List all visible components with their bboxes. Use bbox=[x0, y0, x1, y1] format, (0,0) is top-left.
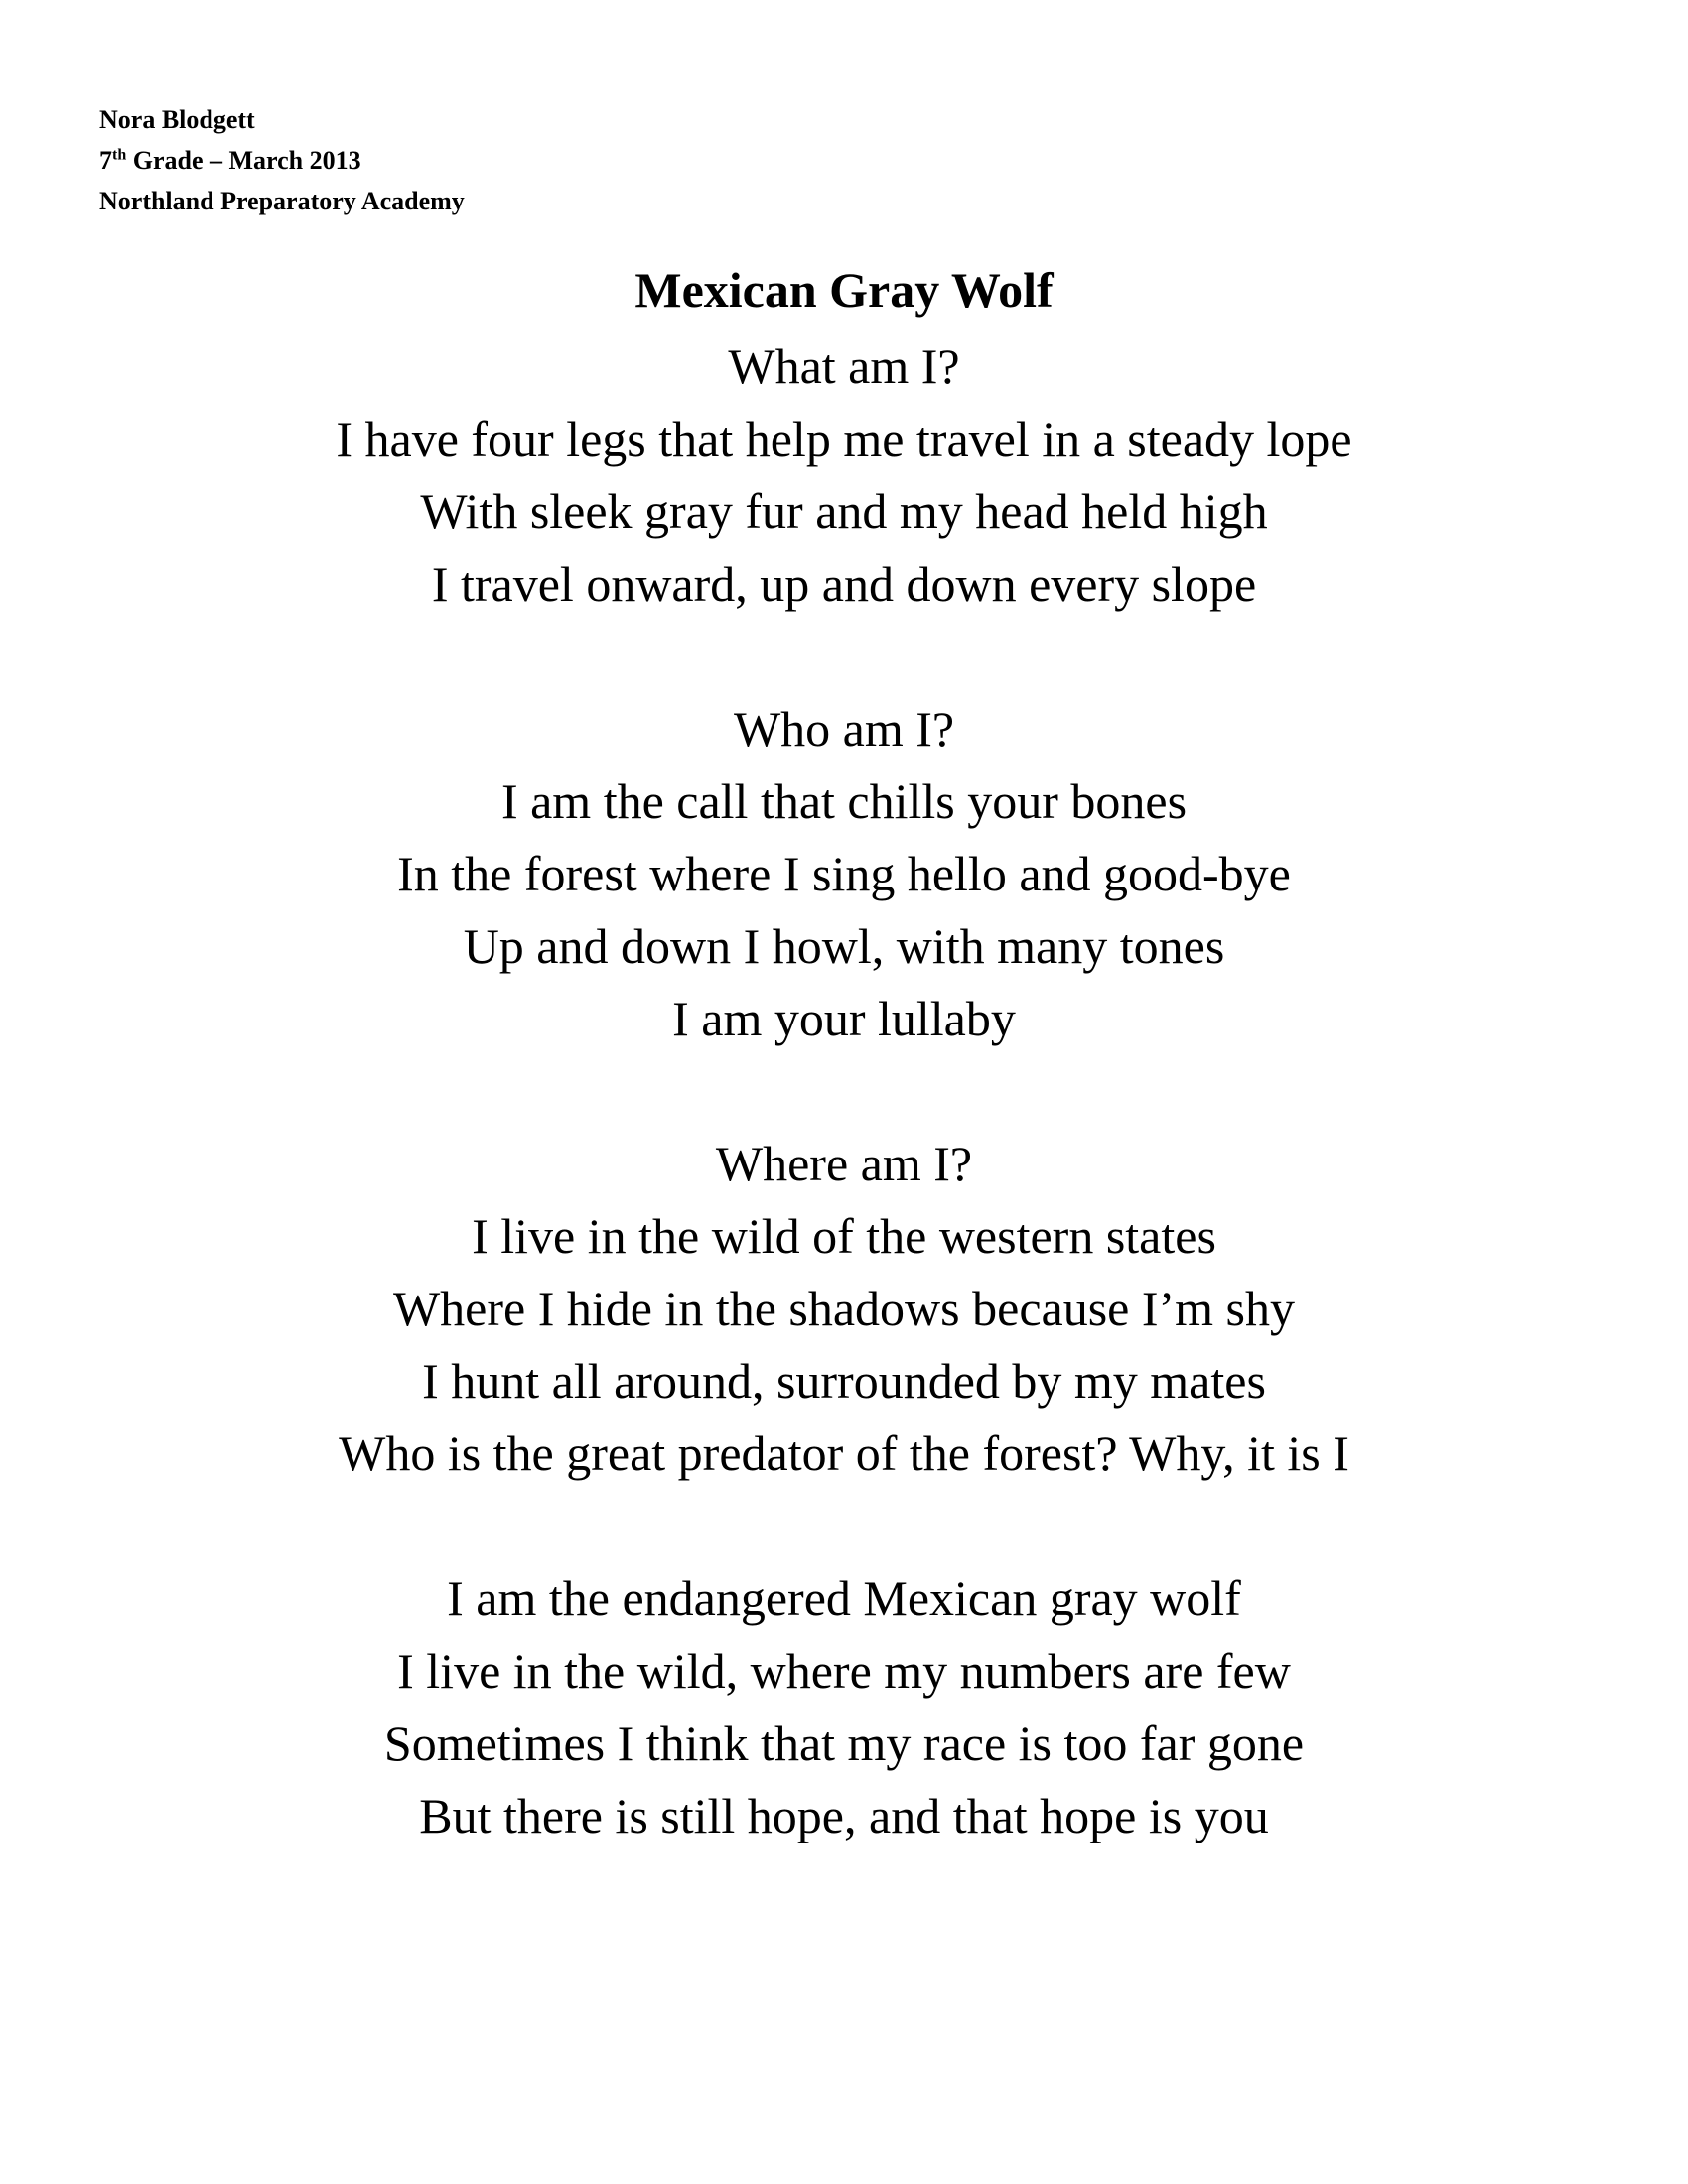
poem-line: I hunt all around, surrounded by my mates bbox=[422, 1353, 1266, 1409]
poem-line: But there is still hope, and that hope is you bbox=[419, 1788, 1269, 1843]
poem-body bbox=[0, 331, 1688, 1925]
poem-line: Sometimes I think that my race is too far gone bbox=[383, 1715, 1305, 1771]
poem-line: Who am I? bbox=[733, 701, 955, 756]
poem-line: With sleek gray fur and my head held high bbox=[420, 483, 1268, 539]
poem-line: I have four legs that help me travel in a steady lope bbox=[336, 411, 1352, 467]
poem-line: I travel onward, up and down every slope bbox=[431, 556, 1257, 612]
stanza-where bbox=[0, 1128, 1688, 1490]
stanza-final bbox=[0, 1563, 1688, 1852]
poem-line: Up and down I howl, with many tones bbox=[463, 918, 1225, 974]
poem-line: In the forest where I sing hello and good-bye bbox=[397, 846, 1291, 901]
author-header bbox=[99, 99, 465, 221]
poem-line: I am your lullaby bbox=[672, 991, 1016, 1046]
poem-line: Where I hide in the shadows because I’m shy bbox=[392, 1281, 1296, 1336]
poem-line: I am the endangered Mexican gray wolf bbox=[447, 1570, 1241, 1626]
poem-line: I am the call that chills your bones bbox=[500, 773, 1188, 829]
stanza-who bbox=[0, 693, 1688, 1055]
poem-line: Who is the great predator of the forest? Why, it is I bbox=[339, 1426, 1349, 1481]
grade-date bbox=[99, 140, 465, 181]
school-name: Northland Preparatory Academy bbox=[99, 187, 465, 215]
grade-rest: Grade – March 2013 bbox=[126, 146, 361, 175]
poem-line: I live in the wild of the western states bbox=[472, 1208, 1216, 1264]
poem-line: Where am I? bbox=[715, 1136, 973, 1191]
stanza-what bbox=[0, 331, 1688, 620]
grade-suffix: th bbox=[112, 146, 127, 164]
poem-title: Mexican Gray Wolf bbox=[634, 262, 1054, 318]
author-name: Nora Blodgett bbox=[99, 105, 255, 134]
poem-line: What am I? bbox=[728, 339, 960, 394]
grade-number: 7 bbox=[99, 146, 112, 175]
poem-line: I live in the wild, where my numbers are few bbox=[397, 1643, 1291, 1699]
